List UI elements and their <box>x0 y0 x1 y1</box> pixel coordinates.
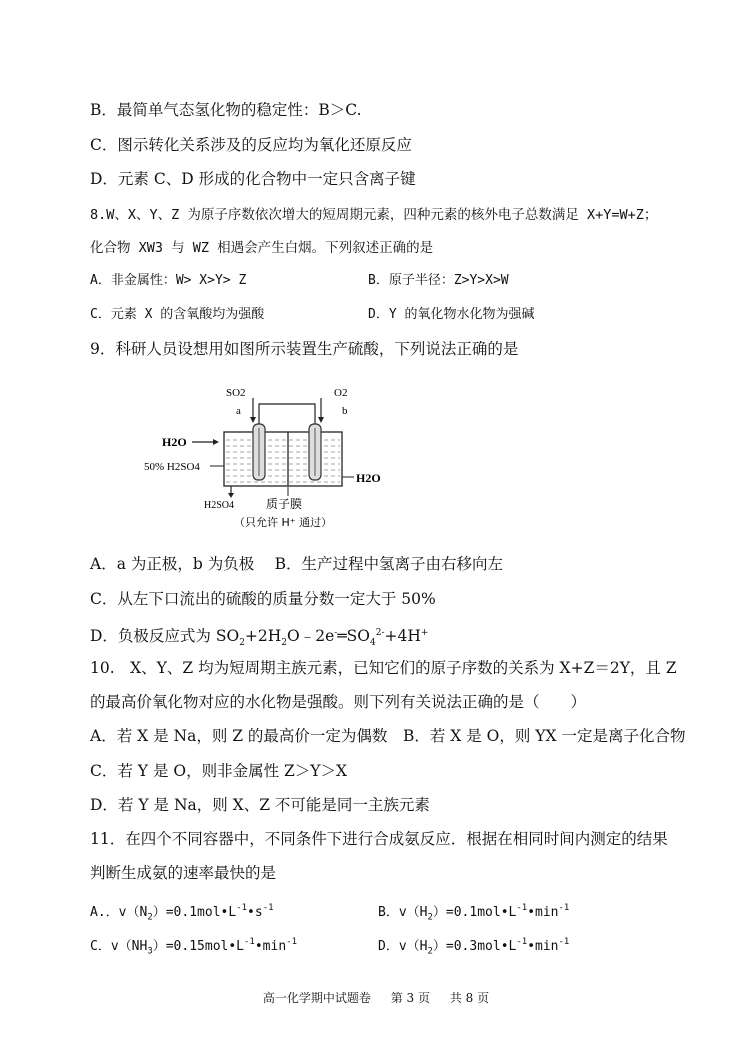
liquid-hatching <box>226 440 340 482</box>
line-c7: C．图示转化关系涉及的反应均为氧化还原反应 <box>90 136 412 154</box>
question-11-stem: 11．在四个不同容器中，不同条件下进行合成氨反应．根据在相同时间内测定的结果 <box>90 830 668 848</box>
footer-title: 高一化学期中试题卷 <box>262 991 371 1005</box>
h2o-inlet-label: H2O <box>162 435 187 449</box>
o2-label: O2 <box>334 387 348 399</box>
q8-option-d: D．Y 的氧化物水化物为强碱 <box>368 307 535 322</box>
q11-option-a: A.．$v(N_2)=0.1mol•L^{-1}•s^{-1}$ <box>90 903 274 923</box>
q8-option-a: A．非金属性：W> X>Y> Z <box>90 273 247 288</box>
q10-option-d: D．若 Y 是 Na，则 X、Z 不可能是同一主族元素 <box>90 796 430 814</box>
question-9-stem: 9．科研人员设想用如图所示装置生产硫酸，下列说法正确的是 <box>90 340 519 358</box>
membrane-label: 质子膜 <box>266 497 303 511</box>
q9-option-d: D．负极反应式为 $SO_2+2H_2O﹣2e^-═SO_4^{2-}+4H^+$ <box>90 627 429 649</box>
q10-option-a-b: A．若 X 是 Na，则 Z 的最高价一定为偶数 B．若 X 是 O，则 YX 一定是离子化合物 <box>90 727 686 745</box>
external-wire <box>259 404 315 424</box>
electrode-a-label: a <box>236 405 241 417</box>
q9-option-a-b: A．a 为正极，b 为负极 B．生产过程中氢离子由右移向左 <box>90 555 504 573</box>
question-8-stem: 8.W、X、Y、Z 为原子序数依次增大的短周期元素，四种元素的核外电子总数满足 X+Y=W+Z； <box>90 207 658 223</box>
line-d7: D．元素 C、D 形成的化合物中一定只含离子键 <box>90 170 416 188</box>
question-11-stem-cont: 判断生成氨的速率最快的是 <box>90 864 277 882</box>
question-10-stem: 10. X、Y、Z 均为短周期主族元素，已知它们的原子序数的关系为 X+Z＝2Y，且 Z <box>90 659 677 677</box>
so2-label: SO2 <box>226 387 246 399</box>
membrane-note: （只允许 H⁺ 通过） <box>234 516 333 529</box>
q11-option-c: C．$v(NH_3)=0.15mol•L^{-1}•\min^{-1}$ <box>90 937 298 957</box>
question-10-stem-cont: 的最高价氧化物对应的水化物是强酸。则下列有关说法正确的是（ ） <box>90 693 587 711</box>
acid-label: 50% H2SO4 <box>144 461 200 473</box>
q11-option-b: B．$v(H_2)=0.1mol•L^{-1}•\min^{-1}$ <box>378 903 570 923</box>
q11-option-d: D．$v(H_2)=0.3mol•L^{-1}•\min^{-1}$ <box>378 937 570 957</box>
h2o-outlet-label: H2O <box>356 471 381 485</box>
q8-option-c: C．元素 X 的含氧酸均为强酸 <box>90 307 265 322</box>
q9-option-c: C．从左下口流出的硫酸的质量分数一定大于 50% <box>90 590 436 608</box>
electrode-b-label: b <box>342 405 348 417</box>
h2so4-outlet-label: H2SO4 <box>204 500 235 511</box>
line-b7: B．最简单气态氢化物的稳定性：B＞C. <box>90 101 362 119</box>
q8-option-b: B．原子半径：Z>Y>X>W <box>368 273 509 288</box>
electrolysis-diagram <box>140 384 410 534</box>
electrolysis-cell-figure <box>140 384 410 534</box>
page-footer <box>0 989 752 1006</box>
question-8-stem-cont: 化合物 XW3 与 WZ 相遇会产生白烟。下列叙述正确的是 <box>90 240 434 256</box>
footer-total: 共 8 页 <box>449 991 490 1005</box>
footer-page: 第 3 页 <box>390 991 430 1005</box>
q10-option-c: C．若 Y 是 O，则非金属性 Z＞Y＞X <box>90 762 348 780</box>
